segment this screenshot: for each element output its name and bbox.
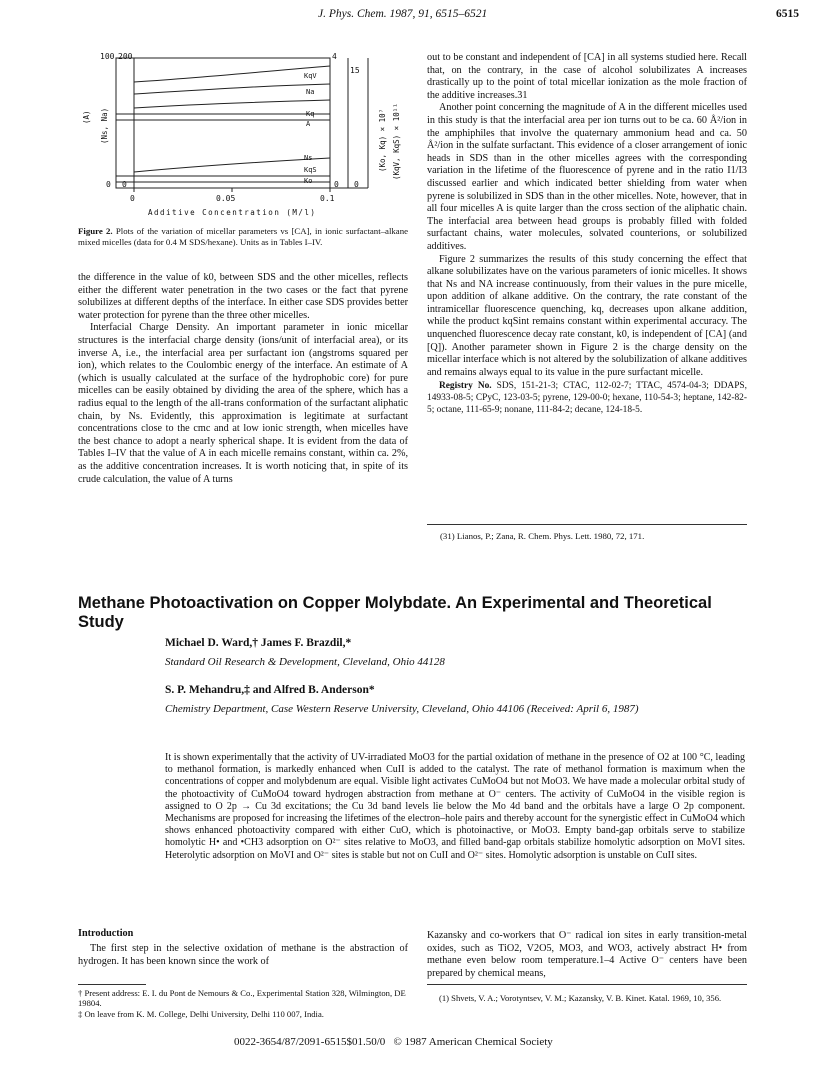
bottom-zero-right-1: 0	[334, 180, 339, 189]
left-paragraph-1: the difference in the value of k0, between SDS and the other micelles, reflects either the different water penetration in the two cases or the fact that pyrene solubilizes at different depths of the interface. In either case SDS provides better water protection for pyrene than the three other micelles.	[78, 272, 408, 321]
article-title: Methane Photoactivation on Copper Molybdate. An Experimental and Theoretical Study	[78, 594, 712, 631]
label-ko: Ko	[304, 177, 313, 185]
left-paragraph-2: Interfacial Charge Density. An important parameter in ionic micellar structures is the interfacial charge density (ions/unit of interfacial area), or its inverse A, i.e., the interfacial area per surfactant ion (angstroms squared per ion), which relates to the Coulombic energy of the interface. An estimate of A (which is usually calculated at the surface of the hydrophobic core) for pure micelles can be easily obtained by dividing the area of the sphere, which has a radius equal to the length of the all-trans conformation of the surfactant aliphatic chain, by Ns. Evidently, this approximation is legitimate at surfactant concentrations close to the cmc and at low ionic strength, when micelles have the best chance to adopt a nearly spherical shape. It is evident from the data of Tables I–IV that the value of A in each micelle remains constant, within ca. 2%, as the additive concentration increases. It is worth noticing that, in spite of its crude calculation, the value of A turns	[78, 322, 408, 485]
curve-na	[134, 84, 330, 94]
label-kq: Kq	[306, 110, 315, 118]
journal-header: J. Phys. Chem. 1987, 91, 6515–6521	[318, 8, 488, 20]
right-paragraph-3: Figure 2 summarizes the results of this study concerning the effect that alkane solubilizates have on the various parameters of ionic micelles. It shows that Ns and NA increase continuously, from their values in the pure micelle, upon addition of alkane additive. On the contrary, the rate constant of the intramicellar fluorescence quenching, kq, decreases upon alkane addition, while the product kqSint remains constant within experimental accuracy. The unquenched fluorescence decay rate constant, k0, is independent of [CA] (and [Q]). Another parameter shown in Figure 2 is the charge density on the micellar interface which is not altered by the solubilization of alkane additives and remains always equal to its value in the pure surfactant micelle.	[427, 253, 747, 378]
bottom-zero-left-2: 0	[122, 180, 127, 189]
registry-numbers	[427, 381, 747, 416]
introduction-heading: Introduction	[78, 928, 134, 939]
bottom-zero-right-2: 0	[354, 180, 359, 189]
figure-caption	[78, 226, 408, 247]
footnote-divider-right	[427, 984, 747, 985]
curve-ns	[134, 158, 330, 172]
figure-2-plot	[78, 52, 408, 224]
right-column	[427, 52, 747, 416]
registry-text: SDS, 151-21-3; CTAC, 112-02-7; TTAC, 4574-04-3; DDAPS, 14933-08-5; CPyC, 123-03-5; pyrene, 129-00-0; hexane, 110-54-3; heptane, 142-82-5; octane, 111-65-9; nonane, 111-84-2; decane, 124-18-5.	[427, 381, 747, 415]
registry-lead: Registry No.	[439, 381, 492, 392]
affiliation-2: Chemistry Department, Case Western Reserve University, Cleveland, Ohio 44106 (Received: April 6, 1987)	[165, 703, 639, 715]
authors-1: Michael D. Ward,† James F. Brazdil,*	[165, 637, 352, 649]
page-number: 6515	[776, 8, 799, 20]
bottom-zero-left-1: 0	[106, 180, 111, 189]
footnote-2: ‡ On leave from K. M. College, Delhi University, Delhi 110 007, India.	[78, 1008, 324, 1019]
footnotes	[78, 988, 408, 1019]
introduction-text: The first step in the selective oxidation of methane is the abstraction of hydrogen. It has been known since the work of	[78, 943, 408, 967]
reference-divider	[427, 524, 747, 525]
reference-31: (31) Lianos, P.; Zana, R. Chem. Phys. Lett. 1980, 72, 171.	[440, 531, 645, 541]
left-axis-top-label-2: 200	[118, 52, 133, 61]
left-axis-top-label-1: 100	[100, 52, 115, 61]
reference-1: (1) Shvets, V. A.; Vorotyntsev, V. M.; Kazansky, V. B. Kinet. Katal. 1969, 10, 356.	[439, 993, 722, 1003]
left-column	[78, 272, 408, 486]
right-axis-label-15: 15	[350, 66, 360, 75]
left-axis-title-b: (Ns, Na)	[100, 107, 109, 144]
affiliation-1: Standard Oil Research & Development, Cleveland, Ohio 44128	[165, 656, 445, 668]
abstract: It is shown experimentally that the activity of UV-irradiated MoO3 for the partial oxidation of methane in the presence of O2 at 100 °C, leading to methanol formation, is markedly enhanced when CuII is added to the catalyst. The rate of methanol formation is maximum when the concentrations of copper and molybdenum are equal. Visible light activates CuMoO4 but not MoO3. We have made a molecular orbital study of the photoactivity of CuMoO4 toward hydrogen abstraction from methane at O⁻ centers. The activity of CuMoO4 in the visible region is assigned to O 2p → Cu 3d excitations; the Cu 3d band levels lie below the Mo 4d band and the orbitals have a large O 2p component. Mechanisms are proposed for increasing the lifetimes of the electron–hole pairs and thereby account for the synergistic effect in CuMoO4 which shows enhanced photoactivity compared with either CuO, which is photoinactive, or MoO3. Empty band-gap orbitals serve to stabilize homolytic H• and •CH3 adsorption on O²⁻ sites relative to MoO3, and filled band-gap orbitals stabilize homolytic adsorption on MoVI sites. Heterolytic adsorption on MoVI and O²⁻ sites is stable but not on CuII and O²⁻ sites. Homolytic adsorption is unstable on CuII sites.	[165, 752, 745, 861]
curve-kq-upper	[134, 100, 330, 108]
x-tick-01: 0.1	[320, 194, 335, 203]
label-ns: Ns	[304, 154, 313, 162]
introduction-right-text: Kazansky and co-workers that O⁻ radical ion sites in early transition-metal oxides, such as TiO2, V2O5, MO3, and WO3, actively abstract H• from methane even below room temperature.1–4 Active O⁻ centers have been prepared by chemical means,	[427, 930, 747, 979]
label-kqv: KqV	[304, 72, 317, 80]
caption-text: Plots of the variation of micellar parameters vs [CA], in ionic surfactant–alkane mixed micelles (data for 0.4 M SDS/hexane). Units as in Tables I–IV.	[78, 226, 408, 247]
right-axis-top-label: 4	[332, 52, 337, 61]
footnote-1: † Present address: E. I. du Pont de Nemours & Co., Experimental Station 328, Wilmington, DE 19804.	[78, 988, 406, 1009]
left-axis-title-a: (A)	[82, 110, 91, 124]
x-axis-title: Additive Concentration (M/l)	[148, 208, 317, 217]
figure-2	[78, 52, 408, 224]
right-axis-title-b: (KqV, KqS) × 10¹¹	[392, 103, 401, 180]
label-kqs: KqS	[304, 166, 317, 174]
curve-kqv	[134, 66, 330, 82]
footnote-divider-left	[78, 984, 146, 985]
right-paragraph-1: out to be constant and independent of [CA] in all systems studied here. Recall that, on the contrary, in the case of alcohol solubilizates A increases drastically up to the point of total micellar ionization as the mole fraction of the additive increases.31	[427, 52, 747, 101]
label-a: A	[306, 120, 311, 128]
caption-lead: Figure 2.	[78, 226, 113, 236]
x-tick-005: 0.05	[216, 194, 236, 203]
authors-2: S. P. Mehandru,‡ and Alfred B. Anderson*	[165, 684, 375, 696]
right-paragraph-2: Another point concerning the magnitude of A in the different micelles used in this study is that the interfacial area per ion turns out to be ca. 60 Å²/ion in the amphiphiles that involve the quaternary ammonium head and ca. 50 Å²/ion in the sulfate surfactant. This evidence of a closer arrangement of ionic heads in SDS than in the other micelles agrees with the corresponding variation in the lifetime of the fluorescence of pyrene and in the ratio I1/I3 discussed earlier and which indicated better shielding from water when pyrene is solubilized in SDS than in the other micelles. Note, however, that in all four micelles A is quite larger than the cross section of the aliphatic chain. The interfacial area between head groups is probably filled with folded surfactant chains, water molecules, solvated counterions, or solubilized additives.	[427, 102, 747, 252]
right-axis-title-a: (Ko, Kq) × 10⁷	[378, 108, 387, 172]
copyright-line: 0022-3654/87/2091-6515$01.50/0 © 1987 American Chemical Society	[234, 1036, 553, 1048]
label-na: Na	[306, 88, 315, 96]
x-tick-0: 0	[130, 194, 135, 203]
